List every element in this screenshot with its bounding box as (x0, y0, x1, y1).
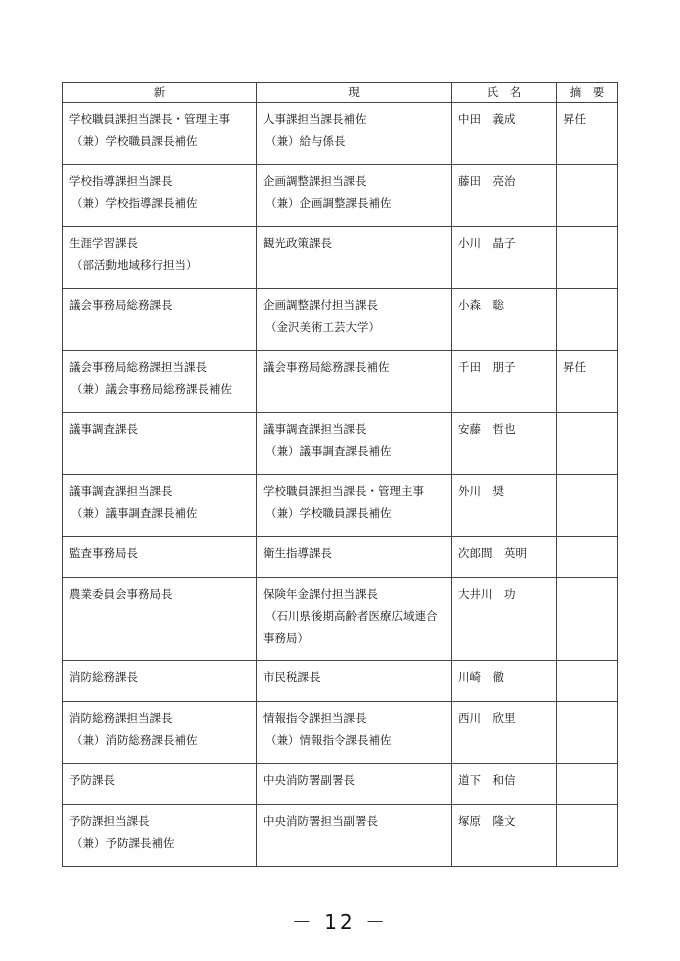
table-body (63, 103, 618, 867)
new-position-cell (63, 103, 257, 165)
person-name-cell (452, 165, 557, 227)
person-name-cell (452, 103, 557, 165)
cell-line: （石川県後期高齢者医療広域連合 (265, 609, 438, 623)
cell-line: 議事調査課担当課長 (263, 422, 367, 436)
cell-line: 学校職員課担当課長・管理主事 (69, 112, 230, 126)
cell-line: （部活動地域移行担当） (71, 258, 198, 272)
table-row (63, 764, 618, 805)
current-position-cell (257, 702, 452, 764)
new-position-cell (63, 805, 257, 867)
cell-line: 保険年金課付担当課長 (263, 587, 378, 601)
cell-line: 議会事務局総務課担当課長 (69, 360, 207, 374)
new-position-cell (63, 475, 257, 537)
cell-line: （兼）学校職員課長補佐 (265, 506, 392, 520)
header-new: 新 (63, 83, 257, 103)
table-row (63, 227, 618, 289)
cell-line: 議事調査課担当課長 (69, 484, 173, 498)
current-position-cell (257, 227, 452, 289)
cell-text: 千田 朋子 (458, 360, 516, 374)
person-name-cell (452, 578, 557, 661)
cell-line: （兼）学校指導課長補佐 (71, 196, 198, 210)
note-cell (557, 413, 618, 475)
cell-line: 市民税課長 (263, 670, 321, 684)
cell-line: 学校職員課担当課長・管理主事 (263, 484, 424, 498)
current-position-cell (257, 165, 452, 227)
current-position-cell (257, 289, 452, 351)
note-cell (557, 537, 618, 578)
cell-text: 塚原 隆文 (458, 814, 516, 828)
person-name-cell (452, 702, 557, 764)
new-position-cell (63, 413, 257, 475)
note-cell (557, 351, 618, 413)
new-position-cell (63, 661, 257, 702)
cell-text: 小川 晶子 (458, 236, 516, 250)
cell-text: 川崎 徹 (458, 670, 504, 684)
cell-line: （兼）議事調査課長補佐 (71, 506, 198, 520)
table-row (63, 103, 618, 165)
note-cell (557, 103, 618, 165)
cell-line: （兼）消防総務課長補佐 (71, 733, 198, 747)
table-row (63, 537, 618, 578)
current-position-cell (257, 413, 452, 475)
new-position-cell (63, 289, 257, 351)
note-cell (557, 227, 618, 289)
cell-line: （兼）企画調整課長補佐 (265, 196, 392, 210)
cell-line: （兼）予防課長補佐 (71, 836, 175, 850)
cell-text: 小森 聡 (458, 298, 504, 312)
personnel-table (62, 82, 618, 867)
note-cell (557, 475, 618, 537)
cell-line: 消防総務課長 (69, 670, 138, 684)
person-name-cell (452, 805, 557, 867)
person-name-cell (452, 289, 557, 351)
person-name-cell (452, 351, 557, 413)
new-position-cell (63, 702, 257, 764)
person-name-cell (452, 537, 557, 578)
person-name-cell (452, 227, 557, 289)
table-row (63, 578, 618, 661)
cell-text: 昇任 (563, 112, 586, 126)
table-header-row (63, 83, 618, 103)
header-name: 氏 名 (452, 83, 557, 103)
new-position-cell (63, 227, 257, 289)
cell-line: 人事課担当課長補佐 (263, 112, 367, 126)
cell-text: 西川 欣里 (458, 711, 516, 725)
note-cell (557, 805, 618, 867)
cell-text: 藤田 亮治 (458, 174, 516, 188)
cell-line: 企画調整課担当課長 (263, 174, 367, 188)
note-cell (557, 764, 618, 805)
table-row (63, 805, 618, 867)
table-row (63, 475, 618, 537)
cell-line: 農業委員会事務局長 (69, 587, 173, 601)
person-name-cell (452, 413, 557, 475)
cell-line: （金沢美術工芸大学） (265, 320, 380, 334)
cell-line: 中央消防署担当副署長 (263, 814, 378, 828)
cell-line: 生涯学習課長 (69, 236, 138, 250)
cell-line: 議会事務局総務課長補佐 (263, 360, 390, 374)
cell-line: （兼）給与係長 (265, 134, 346, 148)
cell-line: 学校指導課担当課長 (69, 174, 173, 188)
current-position-cell (257, 764, 452, 805)
table-row (63, 661, 618, 702)
header-current: 現 (257, 83, 452, 103)
cell-line: （兼）学校職員課長補佐 (71, 134, 198, 148)
cell-line: 情報指令課担当課長 (263, 711, 367, 725)
cell-line: 企画調整課付担当課長 (263, 298, 378, 312)
person-name-cell (452, 764, 557, 805)
current-position-cell (257, 578, 452, 661)
current-position-cell (257, 475, 452, 537)
current-position-cell (257, 805, 452, 867)
cell-line: 消防総務課担当課長 (69, 711, 173, 725)
note-cell (557, 578, 618, 661)
page-number: － 12 － (291, 910, 389, 934)
new-position-cell (63, 764, 257, 805)
cell-line: 予防課長 (69, 773, 115, 787)
current-position-cell (257, 351, 452, 413)
current-position-cell (257, 661, 452, 702)
cell-line: 議会事務局総務課長 (69, 298, 173, 312)
cell-line: 監査事務局長 (69, 546, 138, 560)
person-name-cell (452, 661, 557, 702)
cell-line: 事務局） (263, 631, 309, 645)
cell-text: 大井川 功 (458, 587, 516, 601)
new-position-cell (63, 165, 257, 227)
note-cell (557, 661, 618, 702)
note-cell (557, 165, 618, 227)
cell-line: 予防課担当課長 (69, 814, 150, 828)
new-position-cell (63, 578, 257, 661)
cell-line: （兼）議事調査課長補佐 (265, 444, 392, 458)
table-row (63, 413, 618, 475)
cell-line: 観光政策課長 (263, 236, 332, 250)
table-row (63, 165, 618, 227)
cell-text: 次郎間 英明 (458, 546, 527, 560)
cell-line: 議事調査課長 (69, 422, 138, 436)
cell-text: 昇任 (563, 360, 586, 374)
note-cell (557, 289, 618, 351)
table-row (63, 289, 618, 351)
table-row (63, 351, 618, 413)
cell-text: 道下 和信 (458, 773, 516, 787)
cell-line: （兼）議会事務局総務課長補佐 (71, 382, 232, 396)
current-position-cell (257, 103, 452, 165)
table-row (63, 702, 618, 764)
current-position-cell (257, 537, 452, 578)
cell-text: 安藤 哲也 (458, 422, 516, 436)
cell-line: （兼）情報指令課長補佐 (265, 733, 392, 747)
note-cell (557, 702, 618, 764)
cell-text: 外川 奨 (458, 484, 504, 498)
cell-line: 衛生指導課長 (263, 546, 332, 560)
cell-text: 中田 義成 (458, 112, 516, 126)
header-note: 摘 要 (557, 83, 618, 103)
person-name-cell (452, 475, 557, 537)
new-position-cell (63, 537, 257, 578)
cell-line: 中央消防署副署長 (263, 773, 355, 787)
new-position-cell (63, 351, 257, 413)
